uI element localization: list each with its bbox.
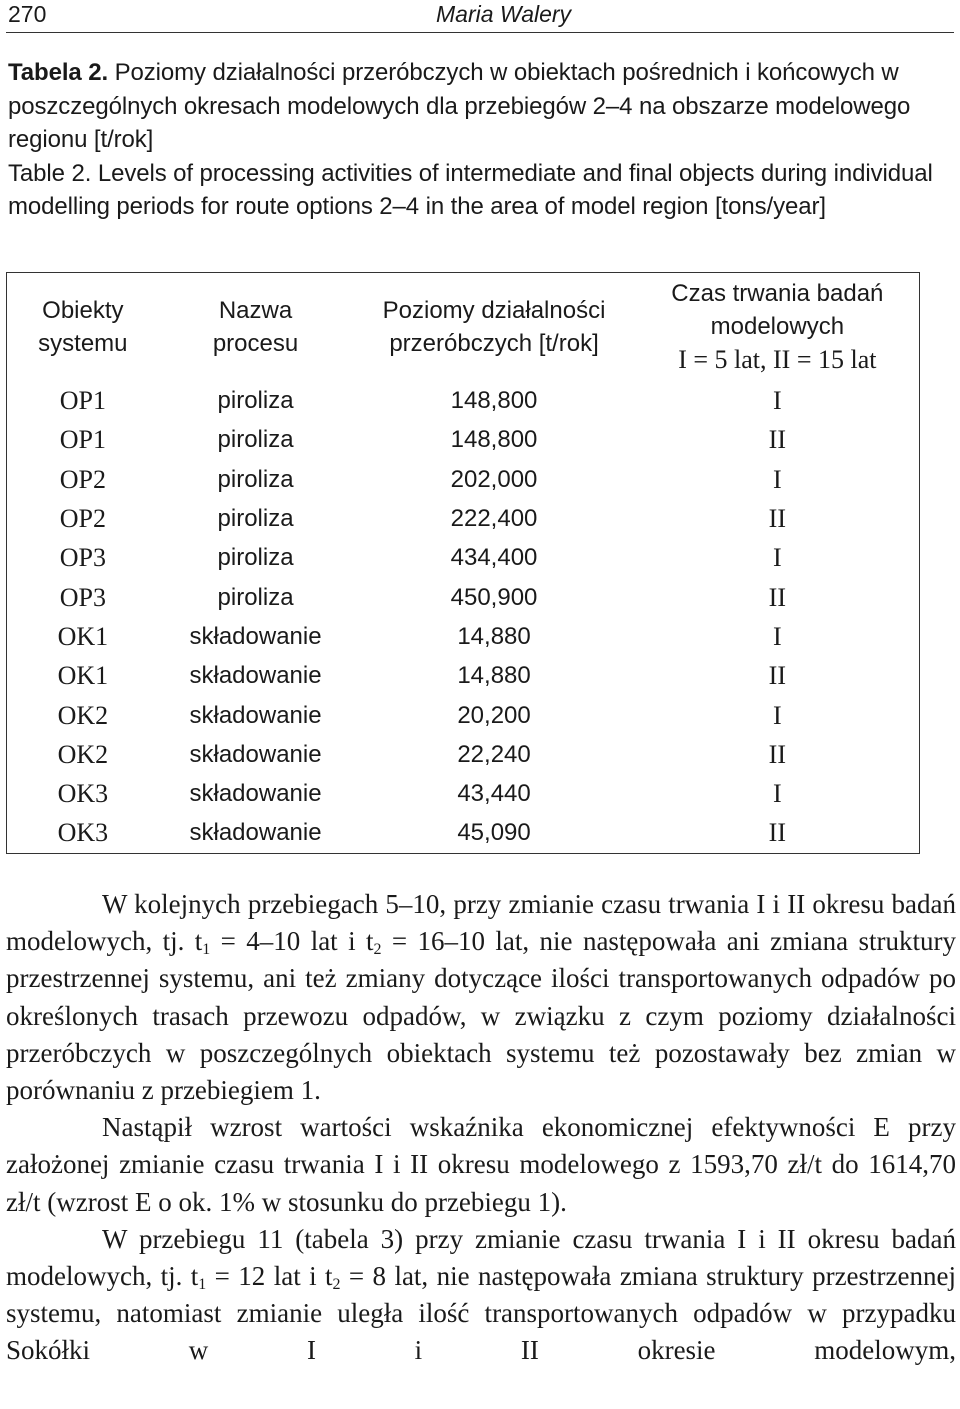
cell-level: 148,800 [450, 387, 538, 415]
cell-process: składowanie [189, 740, 322, 768]
cell-level: 222,400 [450, 505, 538, 533]
cell-object: OK1 [57, 661, 109, 691]
paragraph-1-part-a: W kolejnych przebiegach 5–10, przy zmianie czasu trwania I i II okresu badań modelowych, tj. t [6, 889, 956, 957]
cell-process: składowanie [189, 662, 322, 690]
cell-level: 202,000 [450, 465, 538, 493]
caption-english-text: Levels of processing activities of intermediate and final objects during individual modelling periods for route options 2–4 in the area of model region [tons/year] [8, 159, 933, 220]
paragraph-3 [6, 1221, 956, 1370]
subscript-1: 1 [202, 941, 211, 959]
cell-object: OK1 [57, 621, 109, 651]
cell-process: piroliza [217, 505, 294, 533]
author-name: Maria Walery [436, 1, 572, 27]
cell-period: II [768, 661, 786, 691]
cell-period: II [768, 818, 786, 848]
table-row [7, 381, 920, 420]
running-header [6, 0, 954, 33]
table-row [7, 656, 920, 695]
cell-period: I [773, 700, 782, 730]
header-levels-line2: przeróbczych [t/rok] [389, 330, 599, 357]
cell-period: II [768, 582, 786, 612]
cell-process: piroliza [217, 387, 294, 415]
cell-level: 434,400 [450, 544, 538, 572]
header-duration-line1: Czas trwania badań [671, 280, 884, 307]
table-caption [8, 56, 948, 224]
subscript-2: 2 [373, 941, 382, 959]
table-row [7, 460, 920, 499]
page-number: 270 [8, 1, 47, 27]
cell-object: OP2 [59, 504, 106, 534]
table-header-row [7, 273, 920, 382]
cell-object: OK2 [57, 739, 109, 769]
cell-process: piroliza [217, 583, 294, 611]
cell-process: składowanie [189, 622, 322, 650]
cell-object: OK3 [57, 779, 109, 809]
header-duration-line3: I = 5 lat, II = 15 lat [678, 345, 877, 374]
table-row [7, 617, 920, 656]
cell-level: 14,880 [457, 622, 531, 650]
table-row [7, 577, 920, 616]
cell-process: składowanie [189, 780, 322, 808]
paragraph-3-part-c: = 8 lat, nie następowała zmiana struktury przestrzennej systemu, natomiast zmianie uległa ilość transportowanych odpadów w przypadku Sokółki w I i II okresie modelowym, [6, 1261, 956, 1366]
table-row [7, 735, 920, 774]
table-row [7, 499, 920, 538]
cell-level: 14,880 [457, 662, 531, 690]
header-duration-line2: modelowych [710, 313, 845, 340]
caption-english-label: Table 2. [8, 159, 92, 187]
cell-process: piroliza [217, 544, 294, 572]
header-duration [636, 273, 920, 382]
cell-level: 20,200 [457, 701, 531, 729]
cell-object: OP3 [59, 582, 106, 612]
table-row [7, 813, 920, 853]
cell-period: I [773, 621, 782, 651]
paragraph-1-part-b: = 4–10 lat i t [210, 926, 374, 957]
header-objects [7, 273, 159, 382]
cell-process: składowanie [189, 819, 322, 847]
table-row [7, 695, 920, 734]
paragraph-3-part-a: W przebiegu 11 (tabela 3) przy zmianie czasu trwania I i II okresu badań modelowych, tj. t [6, 1223, 956, 1292]
caption-polish-text: Poziomy działalności przeróbczych w obiektach pośrednich i końcowych w poszczególnych okresach modelowych dla przebiegów 2–4 na obszarze modelowego regionu [t/rok] [8, 59, 911, 153]
processing-levels-table [6, 272, 920, 854]
cell-level: 43,440 [457, 780, 531, 808]
header-process [159, 273, 353, 382]
cell-object: OK3 [57, 818, 109, 848]
cell-level: 148,800 [450, 426, 538, 454]
cell-level: 450,900 [450, 583, 538, 611]
cell-period: II [768, 425, 786, 455]
paragraph-3-part-b: = 12 lat i t [206, 1261, 333, 1292]
body-text [6, 886, 956, 1370]
cell-period: I [773, 386, 782, 416]
cell-level: 45,090 [457, 819, 531, 847]
header-objects-line2: systemu [38, 330, 128, 357]
cell-object: OP2 [59, 464, 106, 494]
table-row [7, 420, 920, 459]
cell-period: I [773, 543, 782, 573]
cell-period: II [768, 504, 786, 534]
header-process-line1: Nazwa [218, 297, 293, 324]
paragraph-1-part-c: = 16–10 lat, nie następowała ani zmiana struktury przestrzennej systemu, ani też zmiany dotyczące ilości transportowanych odpadów po określonych trasach przewozu odpadów, w związku z czym poziomy działalności przeróbczych w poszczególnych obiektach systemu też pozostawały bez zmian w porównaniu z przebiegiem 1. [6, 926, 957, 1106]
caption-polish-label: Tabela 2. [8, 59, 109, 86]
header-process-line2: procesu [212, 330, 299, 357]
cell-period: II [768, 739, 786, 769]
cell-object: OP3 [59, 543, 106, 573]
subscript-1: 1 [198, 1276, 207, 1294]
paragraph-1 [6, 886, 956, 1109]
subscript-2: 2 [332, 1276, 341, 1294]
table-row [7, 538, 920, 577]
table-row [7, 774, 920, 813]
paragraph-2: Nastąpił wzrost wartości wskaźnika ekonomicznej efektywności E przy założonej zmianie czasu trwania I i II okresu modelowego z 1593,70 zł/t do 1614,70 zł/t (wzrost E o ok. 1% w stosunku do przebiegu 1). [6, 1112, 956, 1217]
cell-object: OP1 [59, 425, 106, 455]
header-levels [352, 273, 635, 382]
caption-polish [8, 56, 948, 157]
cell-object: OP1 [59, 386, 106, 416]
cell-period: I [773, 779, 782, 809]
cell-object: OK2 [57, 700, 109, 730]
cell-process: składowanie [189, 701, 322, 729]
caption-english [8, 157, 948, 224]
header-objects-line1: Obiekty [42, 297, 124, 324]
cell-process: piroliza [217, 426, 294, 454]
cell-level: 22,240 [457, 740, 531, 768]
cell-period: I [773, 464, 782, 494]
cell-process: piroliza [217, 465, 294, 493]
header-levels-line1: Poziomy działalności [382, 297, 606, 324]
